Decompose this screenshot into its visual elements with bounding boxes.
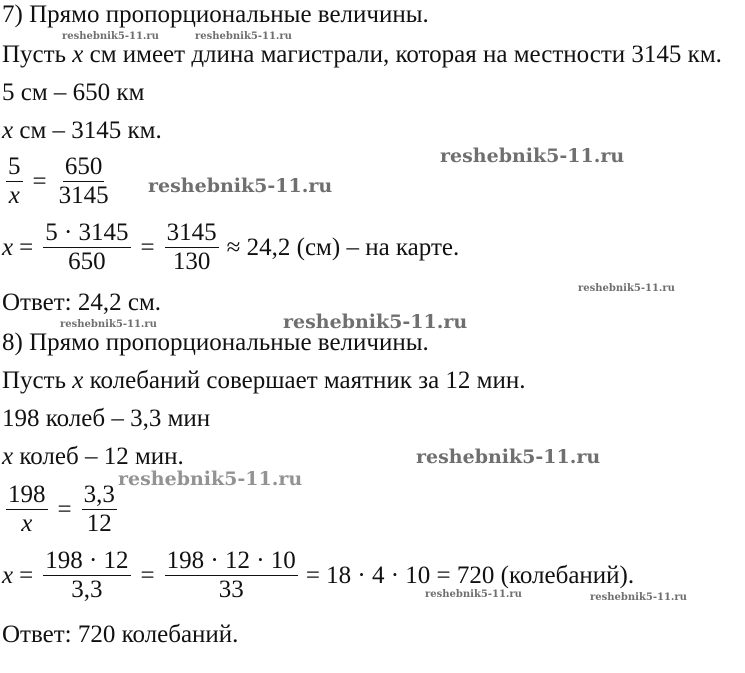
- fraction: $\frac{5 \cdot 3145}{650}$: [45, 219, 129, 276]
- problem7-answer: Ответ: 24,2 см.: [2, 289, 162, 316]
- problem8-solution: x = $\frac{198 \cdot 12}{3,3}$ = $\frac{198 \cdot 12 \cdot 10}{33}$ = 18 · 4 · 10 = 720 (колебаний).: [2, 547, 635, 604]
- problem7-solution: x = $\frac{5 \cdot 3145}{650}$ = $\frac{3145}{130}$ ≈ 24,2 (см) – на карте.: [2, 219, 460, 276]
- problem8-proportion: $\frac{198}{x}$ = $\frac{3,3}{12}$: [8, 481, 115, 538]
- problem7-proportion: $\frac{5}{x}$ = $\frac{650}{3145}$: [8, 153, 109, 210]
- watermark: reshebnik5-11.ru: [283, 311, 468, 333]
- problem7-given-2: x см – 3145 км.: [2, 117, 162, 144]
- problem8-heading: 8) Прямо пропорциональные величины.: [2, 329, 429, 356]
- watermark: reshebnik5-11.ru: [148, 175, 333, 197]
- watermark: reshebnik5-11.ru: [118, 468, 303, 490]
- problem7-heading: 7) Прямо пропорциональные величины.: [2, 1, 429, 28]
- watermark: reshebnik5-11.ru: [425, 589, 522, 600]
- fraction: $\frac{3,3}{12}$: [83, 481, 115, 538]
- problem8-intro: Пусть x колебаний совершает маятник за 12 мин.: [2, 367, 526, 394]
- problem7-intro: Пусть x см имеет длина магистрали, которая на местности 3145 км.: [2, 41, 722, 68]
- fraction: $\frac{198 \cdot 12}{3,3}$: [45, 547, 129, 604]
- problem8-answer: Ответ: 720 колебаний.: [2, 621, 239, 648]
- problem8-given-2: x колеб – 12 мин.: [2, 443, 184, 470]
- watermark: reshebnik5-11.ru: [195, 31, 292, 42]
- fraction: $\frac{198}{x}$: [8, 481, 46, 538]
- problem7-given-1: 5 см – 650 км: [2, 79, 145, 106]
- watermark: reshebnik5-11.ru: [440, 145, 625, 167]
- fraction: $\frac{198 \cdot 12 \cdot 10}{33}$: [166, 547, 296, 604]
- watermark: reshebnik5-11.ru: [60, 319, 157, 330]
- fraction: $\frac{650}{3145}$: [58, 153, 109, 210]
- fraction: $\frac{5}{x}$: [8, 153, 21, 210]
- watermark: reshebnik5-11.ru: [590, 592, 687, 603]
- watermark: reshebnik5-11.ru: [416, 446, 601, 468]
- watermark: reshebnik5-11.ru: [578, 283, 675, 294]
- fraction: $\frac{3145}{130}$: [166, 219, 217, 276]
- watermark: reshebnik5-11.ru: [62, 31, 159, 42]
- problem8-given-1: 198 колеб – 3,3 мин: [2, 405, 211, 432]
